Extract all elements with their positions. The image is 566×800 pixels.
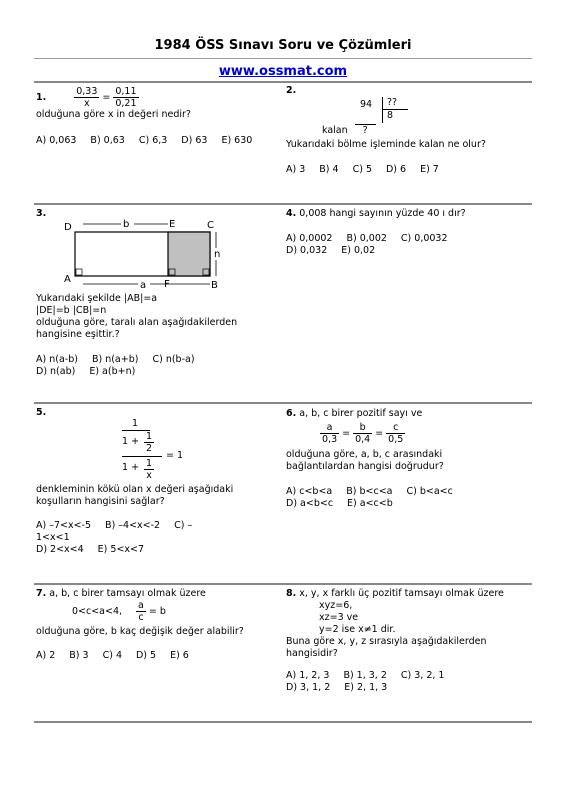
answer-options: A) 1, 2, 3 B) 1, 3, 2 C) 3, 2, 1 D) 3, 1, 2 E) 2, 1, 3 <box>286 670 445 693</box>
label-a: a <box>140 280 147 291</box>
label-f: F <box>164 279 170 290</box>
question-text: Yukarıdaki şekilde |AB|=a |DE|=b |CB|=n olduğuna göre, taralı alan aşağıdakilerden hangisine eşittir.? <box>36 293 238 340</box>
answer-options: A) 0,063 B) 0,63 C) 6,3 D) 63 E) 630 <box>36 135 253 146</box>
ratio-equation: $\frac{a}{0,3}$ = $\frac{b}{0,4}$ = $\frac{c}{0,5}$ <box>322 422 404 445</box>
divider <box>34 58 532 59</box>
question-number: 4. <box>286 208 297 219</box>
fraction: $\frac{0,11}{0,21}$ <box>115 86 137 109</box>
question-text: olduğuna göre, a, b, c arasındaki bağlantılardan hangisi doğrudur? <box>286 449 444 472</box>
question-number: 8. <box>286 588 297 599</box>
question-text: Yukarıdaki bölme işleminde kalan ne olur? <box>286 139 486 150</box>
question-6: 6. a, b, c birer pozitif sayı ve <box>286 408 423 419</box>
question-2 <box>286 85 296 97</box>
question-number: 2. <box>286 85 297 96</box>
answer-options: A) 2 B) 3 C) 4 D) 5 E) 6 <box>36 650 189 661</box>
question-text: olduğuna göre x in değeri nedir? <box>36 109 191 120</box>
answer-options: A) c<b<a B) b<c<a C) b<a<c D) a<b<c E) a<c<b <box>286 486 453 509</box>
page-title: 1984 ÖSS Sınavı Soru ve Çözümleri <box>154 38 412 53</box>
answer-options: A) n(a-b) B) n(a+b) C) n(b-a) D) n(ab) E) a(b+n) <box>36 354 195 377</box>
divider <box>34 203 532 205</box>
answer-options: A) 3 B) 4 C) 5 D) 6 E) 7 <box>286 164 439 175</box>
label-n: n <box>214 249 221 260</box>
condition: 0<c<a<4, $\frac{a}{c}$ = b <box>72 600 166 623</box>
remainder-label: kalan ? <box>322 124 376 137</box>
question-text: Buna göre x, y, z sırasıyla aşağıdakilerden hangisidir? <box>286 636 487 659</box>
divider <box>34 583 532 585</box>
fraction: $\frac{0,33}{x}$ <box>76 86 98 109</box>
nested-fraction: 1 1 + $\frac{1}{2}$ = 1 1 + $\frac{1}{x}$ <box>122 418 184 481</box>
question-8: 8. x, y, x farklı üç pozitif tamsayı olmak üzere <box>286 588 504 599</box>
answer-options: A) –7<x<-5 B) –4<x<-2 C) – 1<x<1 D) 2<x<4 E) 5<x<7 <box>36 520 193 555</box>
label-b: b <box>123 219 130 230</box>
site-link[interactable]: www.ossmat.com <box>218 64 348 79</box>
conditions: xyz=6, xz=3 ve y=2 ise x≠1 dir. <box>319 600 396 635</box>
divider <box>34 402 532 404</box>
question-number: 6. <box>286 408 297 419</box>
question-text: olduğuna göre, b kaç değişik değer alabilir? <box>36 626 244 637</box>
question-number: 1. <box>36 91 47 103</box>
question-1: 1. $\frac{0,33}{x}$ = $\frac{0,11}{0,21}$ olduğuna göre x in değeri nedir? A) 0,063 B) 0,63 C) 6,3 D) 63 E) 630 <box>36 86 266 147</box>
answer-options: A) 0,0002 B) 0,002 C) 0,0032 D) 0,032 E) 0,02 <box>286 233 448 256</box>
question-text: 0,008 hangi sayının yüzde 40 ı dır? <box>299 208 466 219</box>
rectangle-figure <box>58 214 228 294</box>
question-4 <box>286 208 466 220</box>
divider <box>34 81 532 83</box>
question-number: 5. <box>36 407 47 418</box>
label-c: C <box>207 220 214 231</box>
divider <box>34 721 532 723</box>
question-text: denkleminin kökü olan x değeri aşağıdaki koşulların hangisini sağlar? <box>36 484 234 507</box>
question-number: 3. <box>36 208 47 219</box>
question-number: 7. <box>36 588 47 599</box>
label-e: E <box>169 219 176 230</box>
long-division: 94 ?? 8 <box>360 97 440 139</box>
label-b-point: B <box>211 280 218 291</box>
question-7: 7. a, b, c birer tamsayı olmak üzere <box>36 588 206 599</box>
label-a-point: A <box>64 274 71 285</box>
label-d: D <box>64 222 72 233</box>
